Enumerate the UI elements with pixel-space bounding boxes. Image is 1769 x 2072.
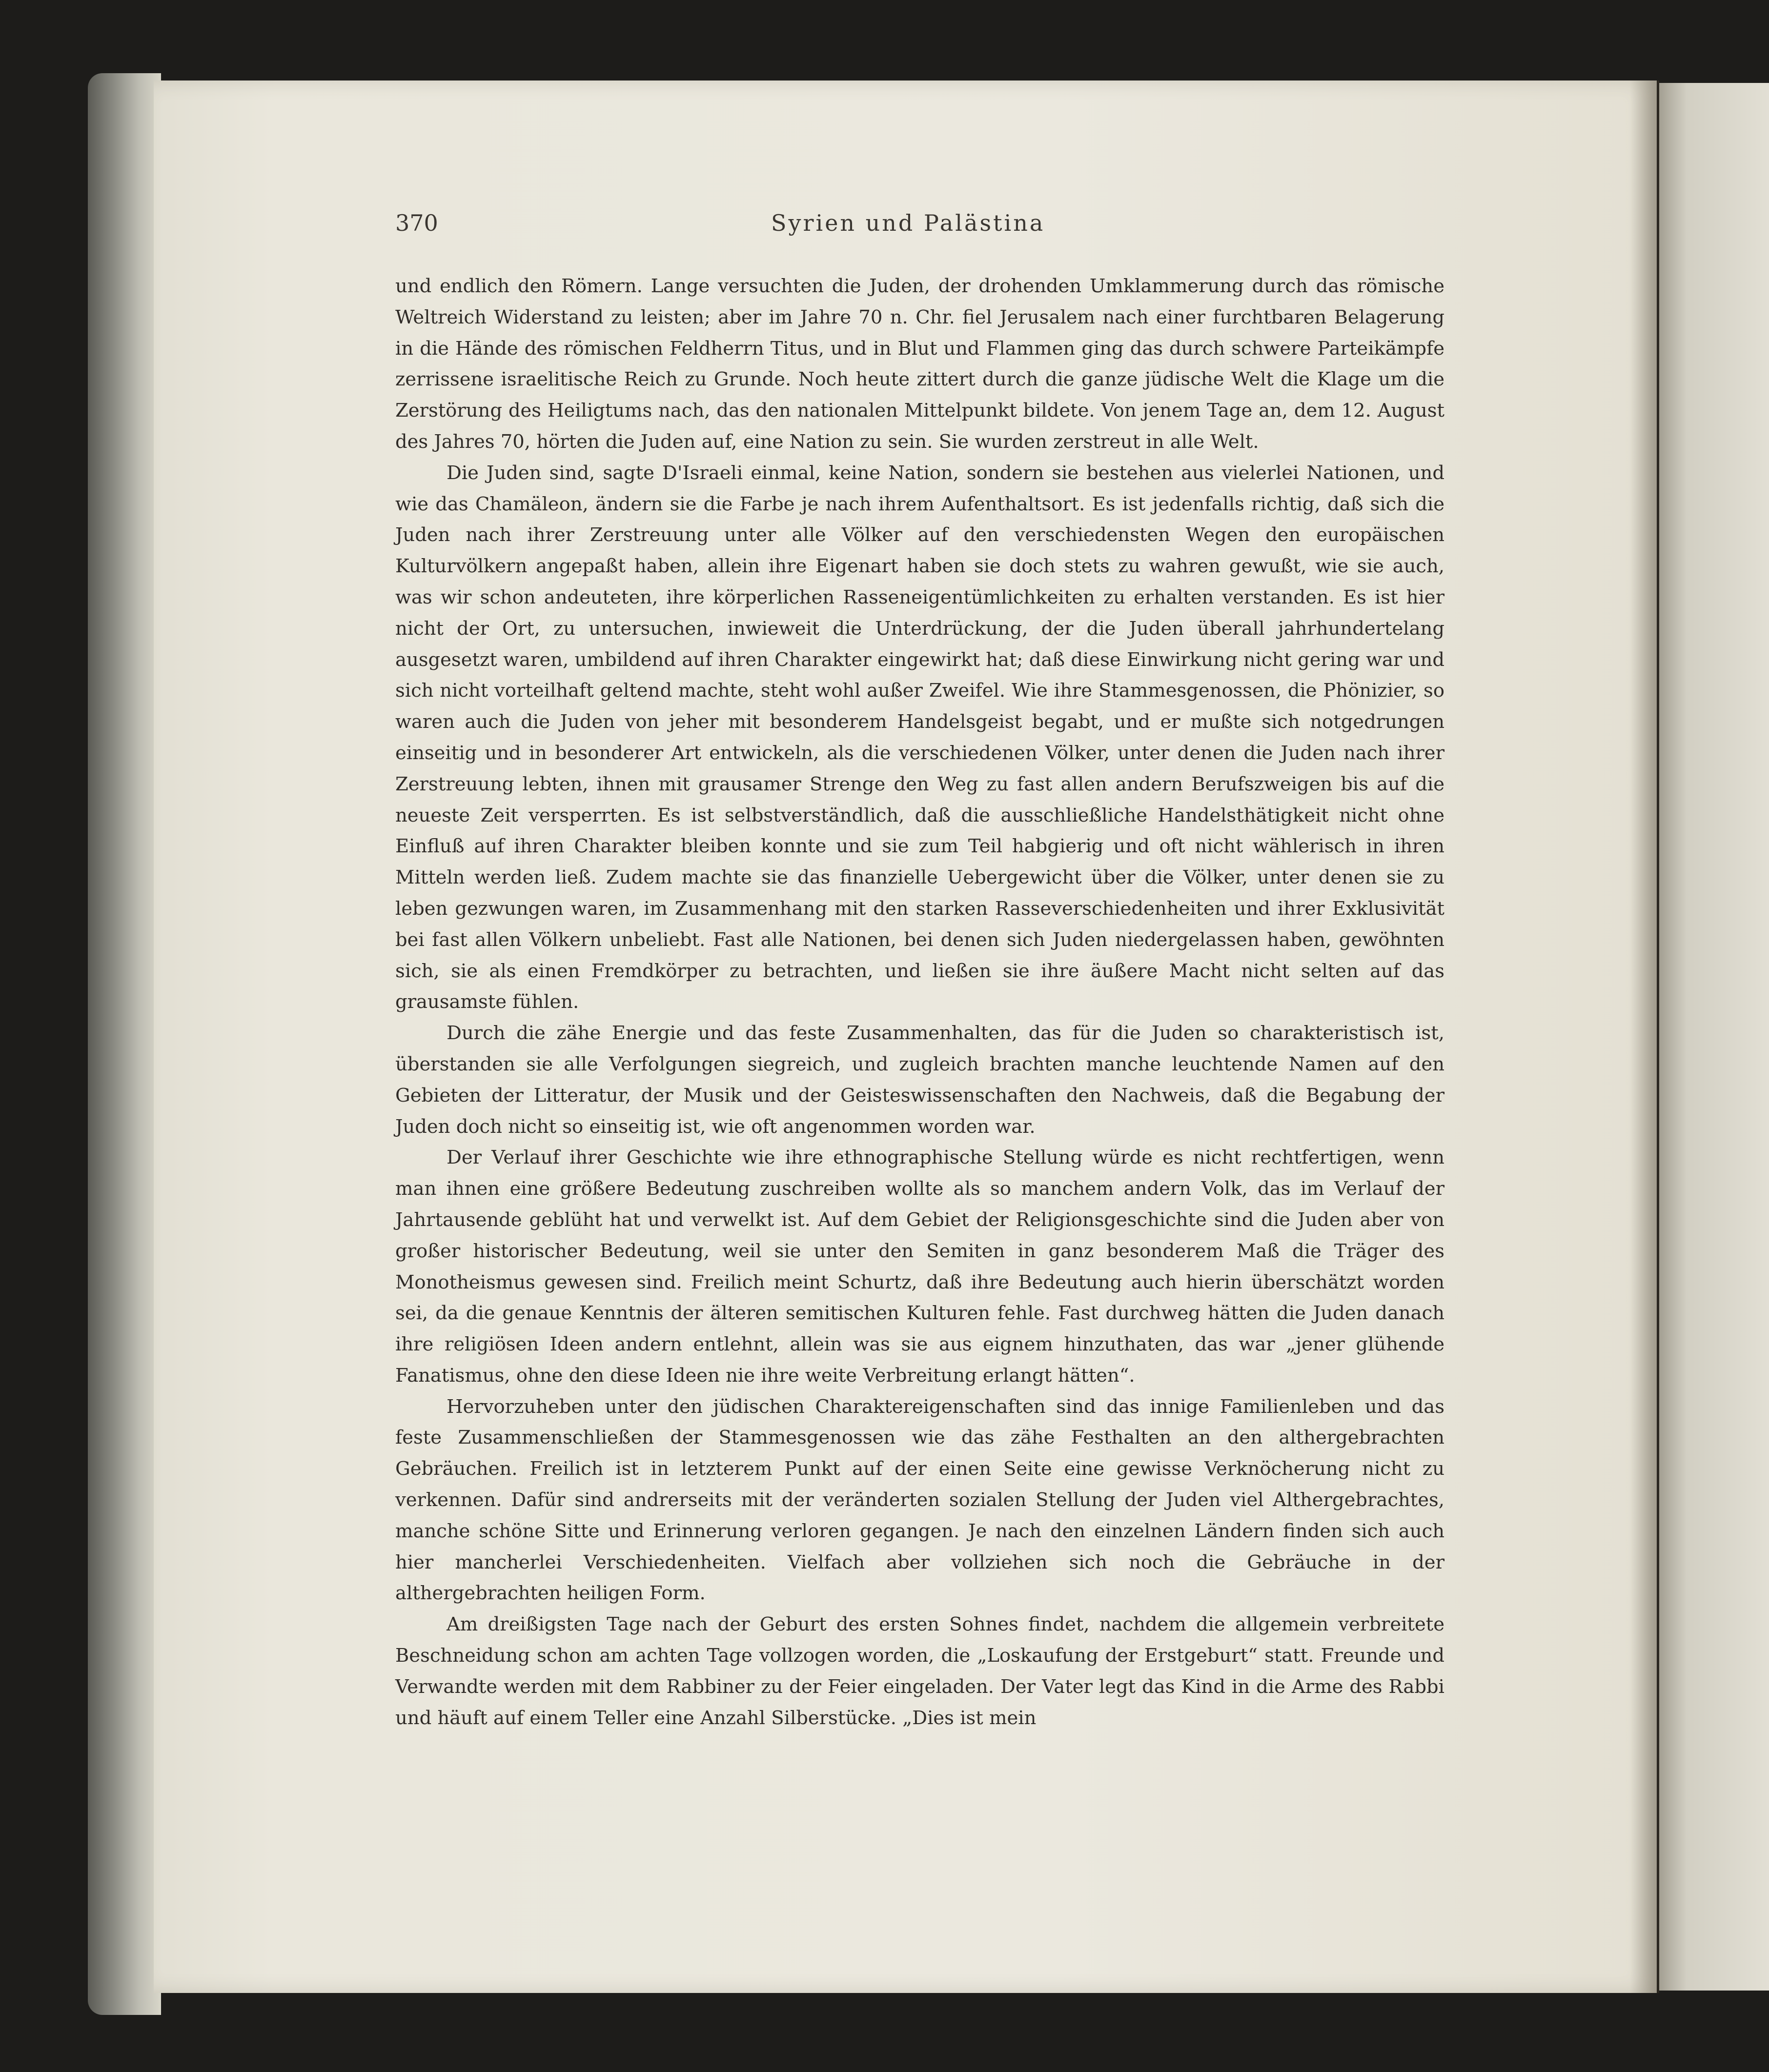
paragraph: Die Juden sind, sagte D'Israeli einmal, keine Nation, sondern sie bestehen aus vielerlei Nationen, und wie das Chamäleon, ändern sie die Farbe je nach ihrem Aufenthaltsort. Es ist jedenfalls richtig, daß sich die Juden nach ihrer Zerstreuung unter alle Völker auf den verschiedensten Wegen den europäischen Kulturvölkern angepaßt haben, allein ihre Eigenart haben sie doch stets zu wahren gewußt, wie sie auch, was wir schon andeuteten, ihre körperlichen Rasseneigentümlichkeiten zu erhalten verstanden. Es ist hier nicht der Ort, zu untersuchen, inwieweit die Unterdrückung, der die Juden überall jahrhundertelang ausgesetzt waren, umbildend auf ihren Charakter eingewirkt hat; daß diese Einwirkung nicht gering war und sich nicht vorteilhaft geltend machte, steht wohl außer Zweifel. Wie ihre Stammesgenossen, die Phönizier, so waren auch die Juden von jeher mit besonderem Handelsgeist begabt, und er mußte sich notgedrungen einseitig und in besonderer Art entwickeln, als die verschiedenen Völker, unter denen die Juden nach ihrer Zerstreuung lebten, ihnen mit grausamer Strenge den Weg zu fast allen andern Berufszweigen bis auf die neueste Zeit versperrten. Es ist selbstverständlich, daß die ausschließliche Handelsthätigkeit nicht ohne Einfluß auf ihren Charakter bleiben konnte und sie zum Teil habgierig und oft nicht wählerisch in ihren Mitteln werden ließ. Zudem machte sie das finanzielle Uebergewicht über die Völker, unter denen sie zu leben gezwungen waren, im Zusammenhang mit den starken Rasseverschiedenheiten und ihrer Exklusivität bei fast allen Völkern unbeliebt. Fast alle Nationen, bei denen sich Juden niedergelassen haben, gewöhnten sich, sie als einen Fremdkörper zu betrachten, und ließen sie ihre äußere Macht nicht selten auf das grausamste fühlen. — [395, 462, 1444, 1013]
running-head — [0, 210, 1769, 249]
paragraph: Hervorzuheben unter den jüdischen Charaktereigenschaften sind das innige Familienleben und das feste Zusammenschließen der Stammesgenossen wie das zähe Festhalten an den althergebrachten Gebräuchen. Freilich ist in letzterem Punkt auf der einen Seite eine gewisse Verknöcherung nicht zu verkennen. Dafür sind andrerseits mit der veränderten sozialen Stellung der Juden viel Althergebrachtes, manche schöne Sitte und Erinnerung verloren gegangen. Je nach den einzelnen Ländern finden sich auch hier mancherlei Verschiedenheiten. Vielfach aber vollziehen sich noch die Gebräuche in der althergebrachten heiligen Form. — [395, 1395, 1444, 1605]
paragraph: und endlich den Römern. Lange versuchten die Juden, der drohenden Umklammerung durch das römische Weltreich Widerstand zu leisten; aber im Jahre 70 n. Chr. fiel Jerusalem nach einer furchtbaren Belagerung in die Hände des römischen Feldherrn Titus, und in Blut und Flammen ging das durch schwere Parteikämpfe zerrissene israelitische Reich zu Grunde. Noch heute zittert durch die ganze jüdische Welt die Klage um die Zerstörung des Heiligtums nach, das den nationalen Mittelpunkt bildete. Von jenem Tage an, dem 12. August des Jahres 70, hörten die Juden auf, eine Nation zu sein. Sie wurden zerstreut in alle Welt. — [395, 275, 1444, 453]
section-title: Syrien und Palästina — [771, 210, 1045, 236]
paragraph: Am dreißigsten Tage nach der Geburt des ersten Sohnes findet, nachdem die allgemein verbreitete Beschneidung schon am achten Tage vollzogen worden, die „Loskaufung der Erstgeburt“ statt. Freunde und Verwandte werden mit dem Rabbiner zu der Feier eingeladen. Der Vater legt das Kind in die Arme des Rabbi und häuft auf einem Teller eine Anzahl Silberstücke. „Dies ist mein — [395, 1613, 1444, 1729]
paragraph: Der Verlauf ihrer Geschichte wie ihre ethnographische Stellung würde es nicht rechtfertigen, wenn man ihnen eine größere Bedeutung zuschreiben wollte als so manchem andern Volk, das im Verlauf der Jahrtausende geblüht hat und verwelkt ist. Auf dem Gebiet der Religionsgeschichte sind die Juden aber von großer historischer Bedeutung, weil sie unter den Semiten in ganz besonderem Maß die Träger des Monotheismus gewesen sind. Freilich meint Schurtz, daß ihre Bedeutung auch hierin überschätzt worden sei, da die genaue Kenntnis der älteren semitischen Kulturen fehle. Fast durchweg hätten die Juden danach ihre religiösen Ideen andern entlehnt, allein was sie aus eignem hinzuthaten, das war „jener glühende Fanatismus, ohne den diese Ideen nie ihre weite Verbreitung erlangt hätten“. — [395, 1147, 1444, 1387]
book-edge — [88, 73, 161, 2015]
page-gutter-shadow — [1630, 80, 1659, 1993]
facing-page-edge — [1659, 83, 1769, 1991]
page-number: 370 — [395, 210, 438, 236]
paragraph: Durch die zähe Energie und das feste Zusammenhalten, das für die Juden so charakteristisch ist, überstanden sie alle Verfolgungen siegreich, und zugleich brachten manche leuchtende Namen auf den Gebieten der Litteratur, der Musik und der Geisteswissenschaften den Nachweis, daß die Begabung der Juden doch nicht so einseitig ist, wie oft angenommen worden war. — [395, 1022, 1444, 1138]
body-text — [395, 271, 1444, 1733]
